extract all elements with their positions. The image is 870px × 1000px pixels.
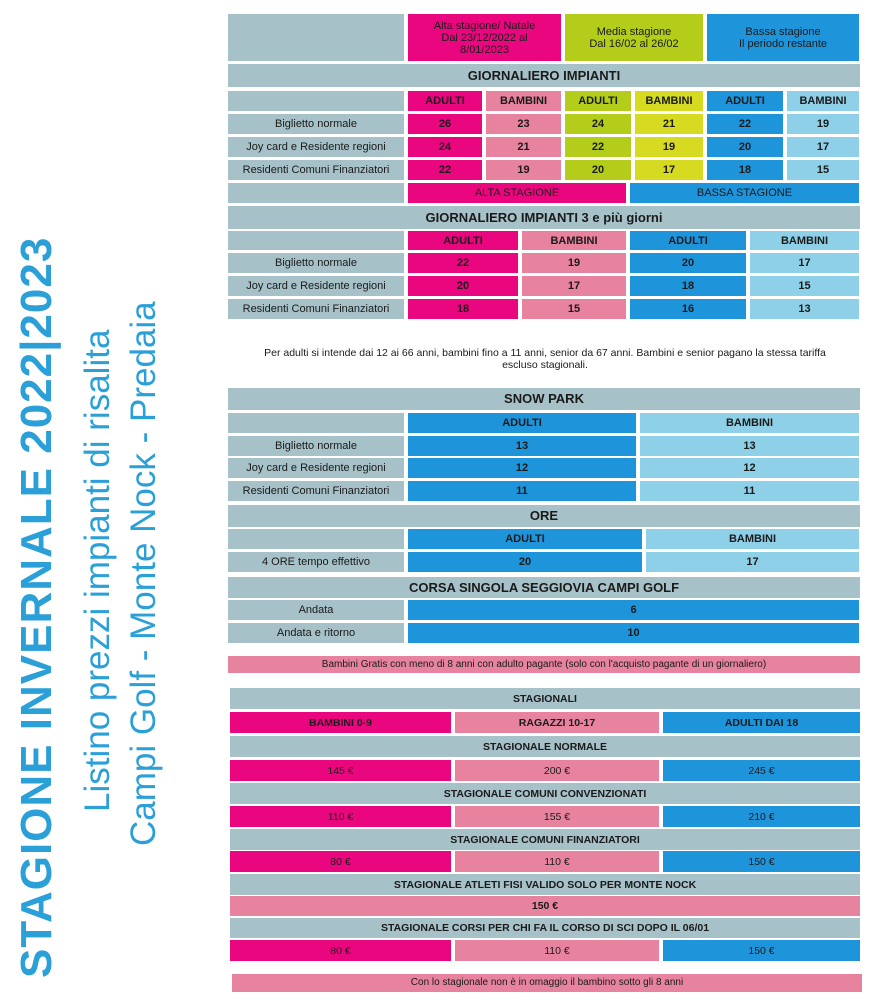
- section-title-stagionale-atleti: STAGIONALE ATLETI FISI VALIDO SOLO PER MONTE NOCK: [230, 874, 860, 895]
- price-cell: 20: [408, 552, 642, 572]
- price-cell: 145 €: [230, 760, 451, 781]
- section-title-stagionale-finanziatori: STAGIONALE COMUNI FINANZIATORI: [230, 829, 860, 850]
- price-cell: 18: [707, 160, 783, 180]
- row-label-blank: [228, 183, 404, 203]
- price-cell: 6: [408, 600, 859, 620]
- row-label: Biglietto normale: [228, 114, 404, 134]
- section-title-ore: ORE: [228, 505, 860, 527]
- price-cell: 150 €: [663, 940, 860, 961]
- price-cell: 17: [635, 160, 703, 180]
- row-label-blank: [228, 529, 404, 549]
- alta-stagione-label: ALTA STAGIONE: [408, 183, 626, 203]
- col-header-bambini: BAMBINI: [750, 231, 859, 250]
- price-cell: 16: [630, 299, 746, 319]
- col-header-adulti-18: ADULTI DAI 18: [663, 712, 860, 733]
- col-header-ragazzi: RAGAZZI 10-17: [455, 712, 659, 733]
- price-cell: 26: [408, 114, 482, 134]
- price-cell: 20: [565, 160, 631, 180]
- price-cell: 13: [408, 436, 636, 456]
- col-header-bambini: BAMBINI: [646, 529, 859, 549]
- price-cell: 18: [630, 276, 746, 296]
- price-cell: 80 €: [230, 940, 451, 961]
- free-children-note: Bambini Gratis con meno di 8 anni con adulto pagante (solo con l'acquisto pagante di un giornaliero): [228, 656, 860, 673]
- price-cell: 19: [522, 253, 626, 273]
- row-label: Residenti Comuni Finanziatori: [228, 160, 404, 180]
- section-title-stagionale-normale: STAGIONALE NORMALE: [230, 736, 860, 757]
- season-low: Bassa stagione Il periodo restante: [707, 14, 859, 61]
- row-label-blank: [228, 231, 404, 250]
- price-cell: 17: [646, 552, 859, 572]
- row-label: Residenti Comuni Finanziatori: [228, 299, 404, 319]
- section-title-stagionale-convenzionati: STAGIONALE COMUNI CONVENZIONATI: [230, 783, 860, 804]
- col-header-bambini: BAMBINI: [635, 91, 703, 111]
- price-cell: 23: [486, 114, 561, 134]
- price-cell: 155 €: [455, 806, 659, 827]
- price-cell: 110 €: [230, 806, 451, 827]
- row-label: Residenti Comuni Finanziatori: [228, 481, 404, 501]
- col-header-adulti: ADULTI: [408, 91, 482, 111]
- col-header-adulti: ADULTI: [565, 91, 631, 111]
- col-header-bambini: BAMBINI: [787, 91, 859, 111]
- price-cell: 80 €: [230, 851, 451, 872]
- price-cell: 13: [750, 299, 859, 319]
- row-label-blank: [228, 91, 404, 111]
- price-cell: 24: [408, 137, 482, 157]
- section-title-snowpark: SNOW PARK: [228, 388, 860, 410]
- price-cell: 110 €: [455, 940, 659, 961]
- col-header-bambini: BAMBINI: [522, 231, 626, 250]
- price-cell: 17: [522, 276, 626, 296]
- corner-blank: [228, 14, 404, 61]
- age-note: Per adulti si intende dai 12 ai 66 anni, bambini fino a 11 anni, senior da 67 anni. Bambini e senior pagano la stessa tariffa escluso stagionali.: [264, 347, 826, 371]
- bassa-stagione-label: BASSA STAGIONE: [630, 183, 859, 203]
- stagionale-note: Con lo stagionale non è in omaggio il bambino sotto gli 8 anni: [232, 974, 862, 992]
- sidebar-title-block: [0, 0, 220, 1000]
- price-cell: 13: [640, 436, 859, 456]
- price-cell: 22: [707, 114, 783, 134]
- price-cell: 11: [408, 481, 636, 501]
- price-cell: 22: [408, 160, 482, 180]
- subtitle-locations: Campi Golf - Monte Nock - Predaia: [124, 301, 163, 846]
- row-label: Andata e ritorno: [228, 623, 404, 643]
- price-cell: 15: [750, 276, 859, 296]
- col-header-bambini: BAMBINI: [640, 413, 859, 433]
- price-cell: 19: [635, 137, 703, 157]
- col-header-adulti: ADULTI: [707, 91, 783, 111]
- price-cell: 19: [486, 160, 561, 180]
- price-cell: 150 €: [230, 896, 860, 916]
- price-cell: 17: [750, 253, 859, 273]
- section-title-stagionale-corsi: STAGIONALE CORSI PER CHI FA IL CORSO DI SCI DOPO IL 06/01: [230, 918, 860, 938]
- price-cell: 19: [787, 114, 859, 134]
- price-cell: 10: [408, 623, 859, 643]
- row-label: Joy card e Residente regioni: [228, 137, 404, 157]
- price-cell: 12: [408, 458, 636, 478]
- row-label: Biglietto normale: [228, 253, 404, 273]
- price-cell: 245 €: [663, 760, 860, 781]
- section-title-corsa: CORSA SINGOLA SEGGIOVIA CAMPI GOLF: [228, 577, 860, 598]
- price-cell: 18: [408, 299, 518, 319]
- price-cell: 110 €: [455, 851, 659, 872]
- price-cell: 210 €: [663, 806, 860, 827]
- price-cell: 22: [565, 137, 631, 157]
- season-high: Alta stagione/ Natale Dal 23/12/2022 al 8/01/2023: [408, 14, 561, 61]
- section-title-stagionali: STAGIONALI: [230, 688, 860, 709]
- row-label: 4 ORE tempo effettivo: [228, 552, 404, 572]
- price-cell: 22: [408, 253, 518, 273]
- section-title-giornaliero-3: GIORNALIERO IMPIANTI 3 e più giorni: [228, 206, 860, 229]
- price-cell: 20: [408, 276, 518, 296]
- price-cell: 17: [787, 137, 859, 157]
- row-label: Biglietto normale: [228, 436, 404, 456]
- main-title: STAGIONE INVERNALE 2022|2023: [12, 236, 61, 978]
- col-header-adulti: ADULTI: [408, 529, 642, 549]
- col-header-bambini-0-9: BAMBINI 0-9: [230, 712, 451, 733]
- price-cell: 21: [486, 137, 561, 157]
- price-cell: 12: [640, 458, 859, 478]
- price-cell: 150 €: [663, 851, 860, 872]
- row-label: Joy card e Residente regioni: [228, 276, 404, 296]
- season-mid: Media stagione Dal 16/02 al 26/02: [565, 14, 703, 61]
- price-cell: 15: [522, 299, 626, 319]
- col-header-bambini: BAMBINI: [486, 91, 561, 111]
- price-cell: 15: [787, 160, 859, 180]
- row-label: Joy card e Residente regioni: [228, 458, 404, 478]
- price-cell: 20: [630, 253, 746, 273]
- section-title-giornaliero: GIORNALIERO IMPIANTI: [228, 64, 860, 87]
- col-header-adulti: ADULTI: [408, 413, 636, 433]
- price-cell: 21: [635, 114, 703, 134]
- col-header-adulti: ADULTI: [630, 231, 746, 250]
- subtitle-price-list: Listino prezzi impianti di risalita: [78, 329, 117, 812]
- price-cell: 11: [640, 481, 859, 501]
- price-cell: 20: [707, 137, 783, 157]
- row-label-blank: [228, 413, 404, 433]
- row-label: Andata: [228, 600, 404, 620]
- price-cell: 200 €: [455, 760, 659, 781]
- price-cell: 24: [565, 114, 631, 134]
- col-header-adulti: ADULTI: [408, 231, 518, 250]
